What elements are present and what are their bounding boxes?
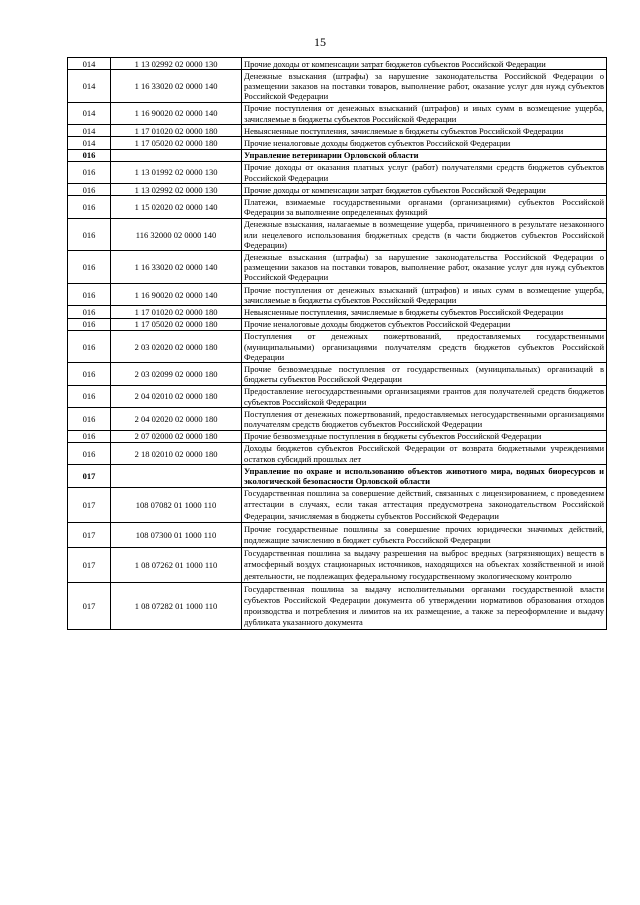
table-row (68, 284, 607, 306)
description-cell: Невыясненные поступления, зачисляемые в бюджеты субъектов Российской Федерации (242, 306, 607, 318)
description-cell: Доходы бюджетов субъектов Российской Федерации от возврата бюджетными учреждениями остатков субсидий прошлых лет (242, 442, 607, 464)
description-cell: Денежные взыскания, налагаемые в возмещение ущерба, причиненного в результате незаконного или нецелевого использования бюджетных средств (в части бюджетов субъектов Российской Федерации) (242, 218, 607, 251)
table-row (68, 547, 607, 583)
description-cell: Управление по охране и использованию объектов животного мира, водных биоресурсов и экологической безопасности Орловской области (242, 465, 607, 487)
table-row (68, 251, 607, 284)
description-cell: Поступления от денежных пожертвований, предоставляемых негосударственными организациями получателям средств бюджетов субъектов Российской Федерации (242, 408, 607, 430)
budget-code-cell: 1 08 07282 01 1000 110 (111, 583, 242, 630)
budget-code-cell: 1 13 01992 02 0000 130 (111, 161, 242, 183)
admin-code-cell: 016 (68, 196, 111, 218)
budget-code-cell: 2 03 02020 02 0000 180 (111, 330, 242, 363)
admin-code-cell: 016 (68, 442, 111, 464)
admin-code-cell: 016 (68, 218, 111, 251)
budget-code-cell (111, 465, 242, 487)
budget-code-cell: 2 03 02099 02 0000 180 (111, 363, 242, 385)
admin-code-cell: 016 (68, 385, 111, 407)
description-cell: Государственная пошлина за выдачу исполнительными органами государственной власти субъектов Российской Федерации документа об утверждении нормативов образования отходов производства и потребления и лимитов на их размещение, а также за переоформление и выдачу дубликата указанного документа (242, 583, 607, 630)
description-cell: Государственная пошлина за выдачу разрешения на выброс вредных (загрязняющих) веществ в атмосферный воздух стационарных источников, находящихся на объектах хозяйственной и иной деятельности, не подлежащих федеральному государственному экологическому контролю (242, 547, 607, 583)
admin-code-cell: 017 (68, 547, 111, 583)
description-cell: Прочие безвозмездные поступления в бюджеты субъектов Российской Федерации (242, 430, 607, 442)
description-cell: Поступления от денежных пожертвований, предоставляемых государственными (муниципальными) организациями получателям средств бюджетов субъектов Российской Федерации (242, 330, 607, 363)
section-header-row (68, 465, 607, 487)
budget-code-cell: 1 17 05020 02 0000 180 (111, 318, 242, 330)
table-row (68, 385, 607, 407)
admin-code-cell: 014 (68, 137, 111, 149)
table-row (68, 408, 607, 430)
budget-code-cell: 2 04 02020 02 0000 180 (111, 408, 242, 430)
admin-code-cell: 017 (68, 583, 111, 630)
description-cell: Прочие поступления от денежных взысканий (штрафов) и иных сумм в возмещение ущерба, зачисляемые в бюджеты субъектов Российской Федерации (242, 102, 607, 124)
budget-code-cell: 1 16 33020 02 0000 140 (111, 251, 242, 284)
table-row (68, 196, 607, 218)
admin-code-cell: 017 (68, 465, 111, 487)
budget-code-table (67, 57, 607, 630)
table-row (68, 70, 607, 103)
budget-code-cell: 1 17 05020 02 0000 180 (111, 137, 242, 149)
budget-code-cell: 1 08 07262 01 1000 110 (111, 547, 242, 583)
budget-code-cell: 116 32000 02 0000 140 (111, 218, 242, 251)
budget-code-cell: 108 07082 01 1000 110 (111, 487, 242, 523)
table-row (68, 523, 607, 547)
admin-code-cell: 016 (68, 284, 111, 306)
admin-code-cell: 016 (68, 251, 111, 284)
description-cell: Прочие неналоговые доходы бюджетов субъектов Российской Федерации (242, 137, 607, 149)
table-row (68, 442, 607, 464)
description-cell: Прочие безвозмездные поступления от государственных (муниципальных) организаций в бюджеты субъектов Российской Федерации (242, 363, 607, 385)
budget-code-cell: 2 07 02000 02 0000 180 (111, 430, 242, 442)
budget-code-cell: 1 15 02020 02 0000 140 (111, 196, 242, 218)
table-row (68, 218, 607, 251)
description-cell: Денежные взыскания (штрафы) за нарушение законодательства Российской Федерации о размещении заказов на поставки товаров, выполнение работ, оказание услуг для нужд субъектов Российской Федерации (242, 251, 607, 284)
admin-code-cell: 016 (68, 149, 111, 161)
admin-code-cell: 014 (68, 70, 111, 103)
description-cell: Невыясненные поступления, зачисляемые в бюджеты субъектов Российской Федерации (242, 125, 607, 137)
table-row (68, 137, 607, 149)
table-row (68, 487, 607, 523)
description-cell: Государственная пошлина за совершение действий, связанных с лицензированием, с проведением аттестации в случаях, если такая аттестация предусмотрена законодательством Российской Федерации, зачисляемая в бюджеты субъектов Российской Федерации (242, 487, 607, 523)
table-row (68, 184, 607, 196)
table-row (68, 583, 607, 630)
admin-code-cell: 016 (68, 430, 111, 442)
description-cell: Прочие поступления от денежных взысканий (штрафов) и иных сумм в возмещение ущерба, зачисляемые в бюджеты субъектов Российской Федерации (242, 284, 607, 306)
table-row (68, 161, 607, 183)
table-row (68, 102, 607, 124)
budget-code-cell: 1 16 90020 02 0000 140 (111, 284, 242, 306)
description-cell: Управление ветеринарии Орловской области (242, 149, 607, 161)
table-row (68, 330, 607, 363)
budget-code-cell (111, 149, 242, 161)
description-cell: Денежные взыскания (штрафы) за нарушение законодательства Российской Федерации о размещении заказов на поставки товаров, выполнение работ, оказание услуг для нужд субъектов Российской Федерации (242, 70, 607, 103)
budget-code-cell: 1 17 01020 02 0000 180 (111, 125, 242, 137)
budget-code-cell: 1 13 02992 02 0000 130 (111, 184, 242, 196)
admin-code-cell: 016 (68, 161, 111, 183)
description-cell: Прочие доходы от компенсации затрат бюджетов субъектов Российской Федерации (242, 58, 607, 70)
admin-code-cell: 016 (68, 330, 111, 363)
admin-code-cell: 014 (68, 102, 111, 124)
description-cell: Платежи, взимаемые государственными органами (организациями) субъектов Российской Федерации за выполнение определенных функций (242, 196, 607, 218)
admin-code-cell: 014 (68, 125, 111, 137)
table-row (68, 306, 607, 318)
description-cell: Прочие доходы от компенсации затрат бюджетов субъектов Российской Федерации (242, 184, 607, 196)
admin-code-cell: 016 (68, 306, 111, 318)
admin-code-cell: 016 (68, 184, 111, 196)
table-row (68, 318, 607, 330)
description-cell: Прочие доходы от оказания платных услуг (работ) получателями средств бюджетов субъектов Российской Федерации (242, 161, 607, 183)
page-number: 15 (314, 35, 326, 49)
admin-code-cell: 017 (68, 487, 111, 523)
description-cell: Прочие неналоговые доходы бюджетов субъектов Российской Федерации (242, 318, 607, 330)
budget-code-cell: 1 17 01020 02 0000 180 (111, 306, 242, 318)
description-cell: Прочие государственные пошлины за совершение прочих юридически значимых действий, подлежащие зачислению в бюджет субъекта Российской Федерации (242, 523, 607, 547)
section-header-row (68, 149, 607, 161)
admin-code-cell: 016 (68, 318, 111, 330)
budget-code-cell: 2 04 02010 02 0000 180 (111, 385, 242, 407)
admin-code-cell: 016 (68, 363, 111, 385)
admin-code-cell: 014 (68, 58, 111, 70)
table-row (68, 363, 607, 385)
budget-code-cell: 1 16 90020 02 0000 140 (111, 102, 242, 124)
description-cell: Предоставление негосударственными организациями грантов для получателей средств бюджетов субъектов Российской Федерации (242, 385, 607, 407)
admin-code-cell: 016 (68, 408, 111, 430)
admin-code-cell: 017 (68, 523, 111, 547)
budget-code-cell: 1 13 02992 02 0000 130 (111, 58, 242, 70)
budget-code-cell: 1 16 33020 02 0000 140 (111, 70, 242, 103)
table-row (68, 430, 607, 442)
budget-code-cell: 108 07300 01 1000 110 (111, 523, 242, 547)
table-row (68, 125, 607, 137)
budget-code-cell: 2 18 02010 02 0000 180 (111, 442, 242, 464)
table-row (68, 58, 607, 70)
